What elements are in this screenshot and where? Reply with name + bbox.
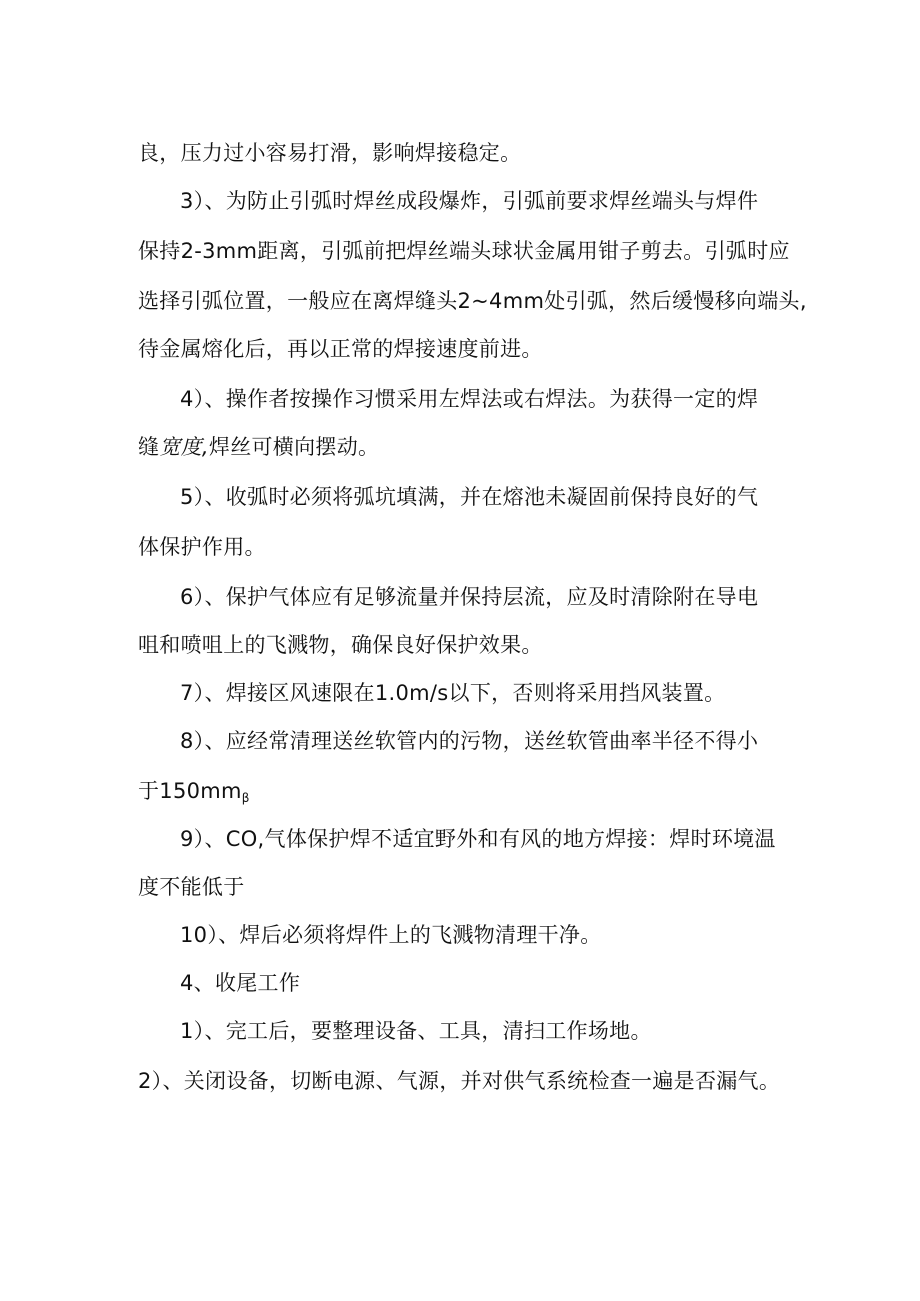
paragraph-10-line-1: 10）、焊后必须将焊件上的飞溅物清理干净。 — [180, 923, 602, 947]
paragraph-4-text-b: 宽度, — [159, 435, 209, 459]
paragraph-8-line-2 — [138, 776, 250, 813]
paragraph-9-line-1: 9）、CO,气体保护焊不适宜野外和有风的地方焊接：焊时环境温 — [180, 827, 776, 851]
paragraph-4-text-a: 缝 — [138, 435, 160, 459]
paragraph-3-line-3: 选择引弧位置，一般应在离焊缝头2~4mm处引弧，然后缓慢移向端头, — [138, 289, 807, 313]
paragraph-6-line-2: 咀和喷咀上的飞溅物，确保良好保护效果。 — [138, 633, 543, 657]
paragraph-8-line-1: 8）、应经常清理送丝软管内的污物，送丝软管曲率半径不得小 — [180, 729, 759, 753]
paragraph-4-line-2 — [138, 432, 379, 462]
paragraph-3-line-4: 待金属熔化后，再以正常的焊接速度前进。 — [138, 337, 543, 361]
paragraph-5-line-1: 5）、收弧时必须将弧坑填满，并在熔池未凝固前保持良好的气 — [180, 485, 759, 509]
paragraph-intro-line-1: 良，压力过小容易打滑，影响焊接稳定。 — [138, 141, 522, 165]
paragraph-5-line-2: 体保护作用。 — [138, 535, 266, 559]
paragraph-4-line-1: 4）、操作者按操作习惯采用左焊法或右焊法。为获得一定的焊 — [180, 387, 759, 411]
paragraph-8-text: 于150mm — [138, 779, 242, 803]
paragraph-3-line-1: 3）、为防止引弧时焊丝成段爆炸，引弧前要求焊丝端头与焊件 — [180, 189, 759, 213]
section-4-item-2: 2）、关闭设备，切断电源、气源，并对供气系统检查一遍是否漏气。 — [138, 1069, 781, 1093]
paragraph-7-line-1: 7）、焊接区风速限在1.0m/s以下，否则将采用挡风装置。 — [180, 681, 726, 705]
paragraph-6-line-1: 6）、保护气体应有足够流量并保持层流，应及时清除附在导电 — [180, 585, 759, 609]
paragraph-9-line-2: 度不能低于 — [138, 875, 245, 899]
paragraph-4-text-c: 焊丝可横向摆动。 — [208, 435, 380, 459]
paragraph-3-line-2: 保持2-3mm距离，引弧前把焊丝端头球状金属用钳子剪去。引弧时应 — [138, 239, 790, 263]
section-4-item-1: 1）、完工后，要整理设备、工具，清扫工作场地。 — [180, 1019, 652, 1043]
paragraph-8-subscript: β — [241, 791, 250, 805]
section-4-heading: 4、收尾工作 — [180, 971, 301, 995]
